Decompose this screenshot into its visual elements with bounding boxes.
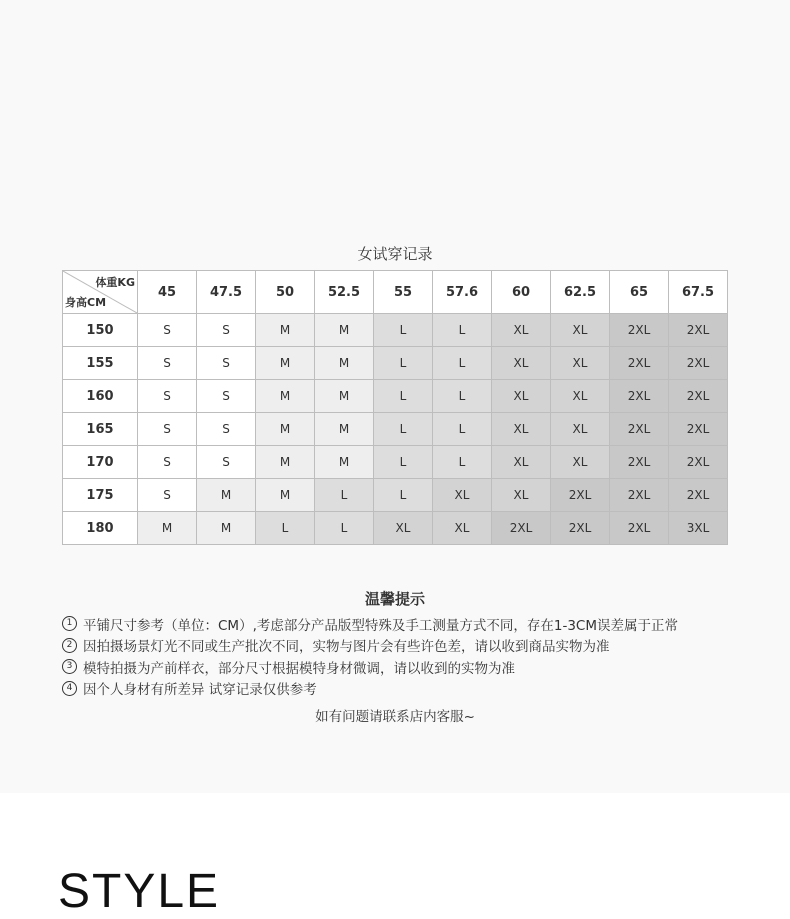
size-cell: M — [256, 413, 315, 446]
table-row — [63, 413, 728, 446]
style-heading: STYLE — [58, 865, 221, 918]
size-cell: 2XL — [669, 413, 728, 446]
size-cell: 2XL — [610, 512, 669, 545]
tip-item — [62, 678, 762, 700]
size-cell: M — [197, 512, 256, 545]
size-cell: M — [256, 380, 315, 413]
size-cell: 2XL — [669, 479, 728, 512]
height-header-cell: 165 — [63, 413, 138, 446]
contact-note: 如有问题请联系店内客服~ — [315, 709, 475, 725]
size-cell: L — [315, 512, 374, 545]
size-cell: M — [315, 413, 374, 446]
height-header-cell: 160 — [63, 380, 138, 413]
size-cell: S — [197, 446, 256, 479]
tip-number-badge: 1 — [62, 616, 77, 631]
size-cell: S — [138, 380, 197, 413]
tip-number-badge: 3 — [62, 659, 77, 674]
size-cell: 2XL — [610, 314, 669, 347]
size-cell: M — [315, 347, 374, 380]
tip-number-badge: 2 — [62, 638, 77, 653]
tip-text: 平铺尺寸参考（单位：CM）,考虑部分产品版型特殊及手工测量方式不同，存在1-3CM误差属于正常 — [83, 617, 678, 634]
tip-number-badge: 4 — [62, 681, 77, 696]
table-corner-cell — [63, 271, 138, 314]
tip-item — [62, 656, 762, 678]
size-cell: 2XL — [669, 347, 728, 380]
weight-header-cell: 67.5 — [669, 271, 728, 314]
size-cell: S — [138, 413, 197, 446]
size-cell: S — [138, 446, 197, 479]
size-cell: L — [433, 347, 492, 380]
size-cell: 2XL — [610, 347, 669, 380]
height-header-cell: 175 — [63, 479, 138, 512]
size-cell: 2XL — [492, 512, 551, 545]
size-cell: M — [256, 479, 315, 512]
height-header-cell: 180 — [63, 512, 138, 545]
size-cell: L — [256, 512, 315, 545]
height-header-cell: 150 — [63, 314, 138, 347]
size-cell: XL — [551, 413, 610, 446]
size-cell: XL — [551, 446, 610, 479]
tip-text: 因个人身材有所差异 试穿记录仅供参考 — [83, 682, 317, 699]
tip-item — [62, 635, 762, 657]
size-table — [62, 270, 728, 545]
table-row — [63, 446, 728, 479]
weight-header-cell: 62.5 — [551, 271, 610, 314]
tips-title: 温馨提示 — [364, 590, 425, 608]
size-cell: 2XL — [669, 314, 728, 347]
size-cell: XL — [492, 380, 551, 413]
size-cell: L — [374, 347, 433, 380]
size-cell: XL — [433, 479, 492, 512]
size-cell: 2XL — [610, 380, 669, 413]
weight-axis-label: 体重KG — [95, 276, 135, 289]
size-cell: M — [315, 446, 374, 479]
size-cell: S — [197, 413, 256, 446]
size-cell: L — [374, 446, 433, 479]
size-cell: M — [256, 347, 315, 380]
size-cell: L — [433, 413, 492, 446]
size-cell: 2XL — [669, 446, 728, 479]
weight-header-cell: 52.5 — [315, 271, 374, 314]
weight-header-cell: 47.5 — [197, 271, 256, 314]
size-cell: S — [138, 314, 197, 347]
size-cell: L — [374, 413, 433, 446]
size-cell: XL — [433, 512, 492, 545]
size-cell: M — [315, 314, 374, 347]
weight-header-cell: 55 — [374, 271, 433, 314]
size-cell: XL — [492, 446, 551, 479]
size-cell: M — [256, 446, 315, 479]
weight-header-cell: 50 — [256, 271, 315, 314]
size-cell: 2XL — [551, 512, 610, 545]
size-cell: XL — [492, 347, 551, 380]
weight-header-cell: 57.6 — [433, 271, 492, 314]
size-cell: 3XL — [669, 512, 728, 545]
size-cell: M — [138, 512, 197, 545]
tips-list — [62, 613, 762, 699]
size-cell: XL — [551, 347, 610, 380]
weight-header-cell: 60 — [492, 271, 551, 314]
size-cell: S — [197, 380, 256, 413]
size-cell: M — [256, 314, 315, 347]
size-cell: S — [197, 347, 256, 380]
size-cell: XL — [492, 314, 551, 347]
size-cell: S — [138, 347, 197, 380]
tip-text: 模特拍摄为产前样衣，部分尺寸根据模特身材微调，请以收到的实物为准 — [83, 660, 515, 677]
height-axis-label: 身高CM — [65, 296, 107, 309]
size-cell: 2XL — [669, 380, 728, 413]
weight-header-cell: 65 — [610, 271, 669, 314]
size-cell: L — [433, 314, 492, 347]
table-row — [63, 314, 728, 347]
table-row — [63, 479, 728, 512]
size-cell: L — [433, 380, 492, 413]
table-row — [63, 380, 728, 413]
size-cell: 2XL — [610, 446, 669, 479]
table-row — [63, 347, 728, 380]
size-cell: L — [433, 446, 492, 479]
size-cell: XL — [374, 512, 433, 545]
size-cell: L — [315, 479, 374, 512]
size-cell: XL — [551, 314, 610, 347]
size-cell: XL — [492, 413, 551, 446]
size-cell: S — [138, 479, 197, 512]
height-header-cell: 170 — [63, 446, 138, 479]
size-cell: M — [197, 479, 256, 512]
tip-text: 因拍摄场景灯光不同或生产批次不同，实物与图片会有些许色差，请以收到商品实物为准 — [83, 639, 610, 656]
size-cell: 2XL — [610, 413, 669, 446]
size-cell: XL — [551, 380, 610, 413]
size-cell: 2XL — [551, 479, 610, 512]
table-title: 女试穿记录 — [357, 245, 433, 263]
size-cell: 2XL — [610, 479, 669, 512]
weight-header-cell: 45 — [138, 271, 197, 314]
size-cell: M — [315, 380, 374, 413]
size-cell: S — [197, 314, 256, 347]
table-row — [63, 512, 728, 545]
table-header-row — [63, 271, 728, 314]
size-cell: L — [374, 314, 433, 347]
tip-item — [62, 613, 762, 635]
size-cell: L — [374, 380, 433, 413]
size-cell: XL — [492, 479, 551, 512]
size-cell: L — [374, 479, 433, 512]
height-header-cell: 155 — [63, 347, 138, 380]
